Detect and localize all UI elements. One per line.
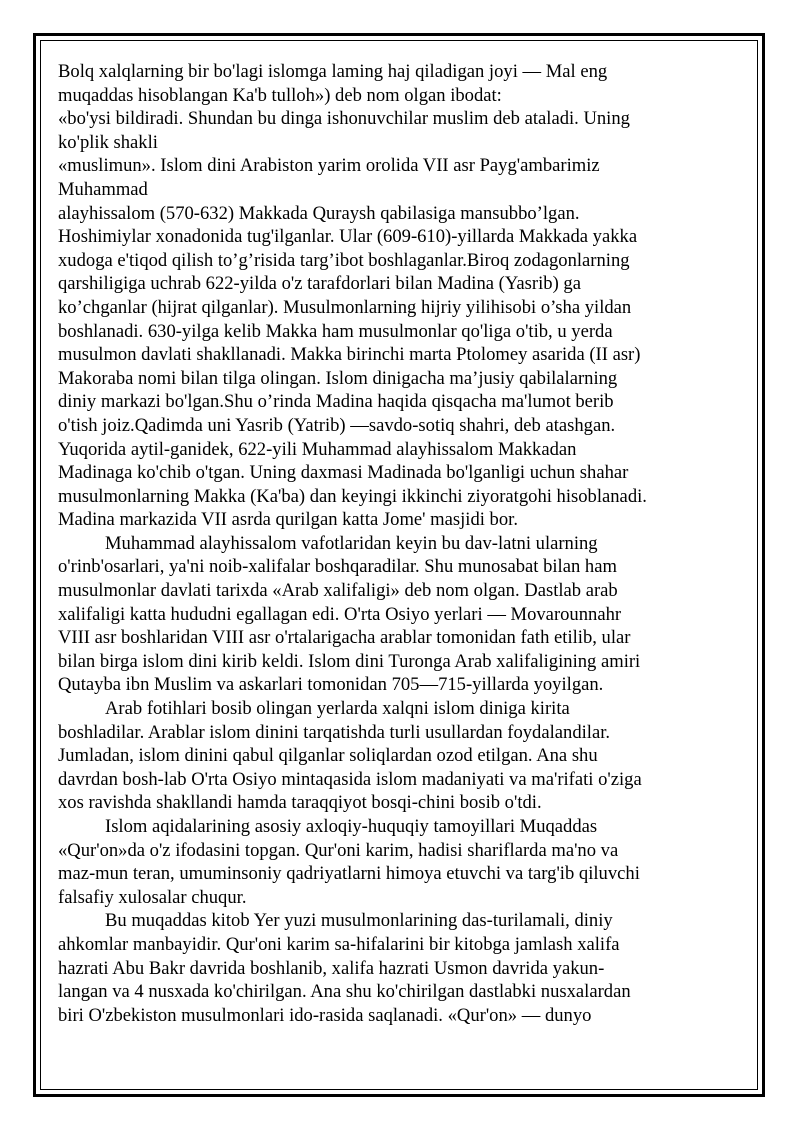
- text-line: hazrati Abu Bakr davrida boshlanib, xalifa hazrati Usmon davrida yakun-: [58, 957, 605, 979]
- text-line: xalifaligi katta hududni egallagan edi. O'rta Osiyo yerlari — Movarounnahr: [58, 603, 622, 625]
- text-line: Arab fotihlari bosib olingan yerlarda xalqni islom diniga kirita: [105, 698, 570, 720]
- text-line: o'rinb'osarlari, ya'ni noib-xalifalar boshqaradilar. Shu munosabat bilan ham: [58, 556, 617, 578]
- text-line: musulmon davlati shakllanadi. Makka birinchi marta Ptolomey asarida (II asr): [58, 344, 641, 366]
- text-line: ko'plik shakli: [58, 131, 158, 153]
- text-line: musulmonlar davlati tarixda «Arab xalifaligi» deb nom olgan. Dastlab arab: [58, 580, 618, 602]
- text-line: qarshiligiga uchrab 622-yilda o'z tarafdorlari bilan Madina (Yasrib) ga: [58, 273, 581, 295]
- text-line: langan va 4 nusxada ko'chirilgan. Ana shu ko'chirilgan dastlabki nusxalardan: [58, 981, 631, 1003]
- text-line: Muhammad: [58, 178, 148, 200]
- text-line: «bo'ysi bildiradi. Shundan bu dinga ishonuvchilar muslim deb ataladi. Uning: [58, 108, 630, 130]
- text-line: boshladilar. Arablar islom dinini tarqatishda turli usullardan foydalandilar.: [58, 721, 611, 743]
- text-line: «muslimun». Islom dini Arabiston yarim orolida VII asr Payg'ambarimiz: [58, 155, 600, 177]
- text-line: Bolq xalqlarning bir bo'lagi islomga laming haj qiladigan joyi — Mal eng: [58, 61, 608, 82]
- text-line: davrdan bosh-lab O'rta Osiyo mintaqasida islom madaniyati va ma'rifati o'ziga: [58, 768, 642, 790]
- text-line: xudoga e'tiqod qilish to’g’risida targ’ibot boshlaganlar.Biroq zodagonlarning: [58, 249, 630, 271]
- text-line: «Qur'on»da o'z ifodasini topgan. Qur'oni karim, hadisi shariflarda ma'no va: [58, 839, 619, 861]
- text-line: VIII asr boshlaridan VIII asr o'rtalarigacha arablar tomonidan fath etilib, ular: [58, 627, 631, 649]
- text-line: diniy markazi bo'lgan.Shu o’rinda Madina haqida qisqacha ma'lumot berib: [58, 391, 614, 413]
- text-line: maz-mun teran, umuminsoniy qadriyatlarni himoya etuvchi va targ'ib qiluvchi: [58, 863, 640, 885]
- text-line: ahkomlar manbayidir. Qur'oni karim sa-hifalarini bir kitobga jamlash xalifa: [58, 933, 620, 955]
- text-line: ko’chganlar (hijrat qilganlar). Musulmonlarning hijriy yilihisobi o’sha yildan: [58, 296, 632, 318]
- text-line: biri O'zbekiston musulmonlari ido-rasida saqlanadi. «Qur'on» — dunyo: [58, 1004, 592, 1026]
- text-line: Muhammad alayhissalom vafotlaridan keyin bu dav-latni ularning: [105, 532, 598, 554]
- text-line: Madina markazida VII asrda qurilgan katta Jome' masjidi bor.: [58, 509, 518, 531]
- text-line: musulmonlarning Makka (Ka'ba) dan keyingi ikkinchi ziyoratgohi hisoblanadi.: [58, 485, 647, 507]
- text-line: Qutayba ibn Muslim va askarlari tomonidan 705—715-yillarda yoyilgan.: [58, 674, 604, 696]
- text-line: xos ravishda shakllandi hamda taraqqiyot bosqi-chini bosib o'tdi.: [58, 792, 542, 814]
- text-line: muqaddas hisoblangan Ka'b tulloh») deb nom olgan ibodat:: [58, 84, 502, 106]
- text-line: Bu muqaddas kitob Yer yuzi musulmonlarining das-turilamali, diniy: [105, 910, 613, 932]
- text-line: Madinaga ko'chib o'tgan. Uning daxmasi Madinada bo'lganligi uchun shahar: [58, 462, 629, 484]
- document-body-text: [58, 60, 748, 1027]
- text-line: Islom aqidalarining asosiy axloqiy-huquqiy tamoyillari Muqaddas: [105, 816, 598, 837]
- text-line: Hoshimiylar xonadonida tug'ilganlar. Ular (609-610)-yillarda Makkada yakka: [58, 226, 638, 248]
- text-line: falsafiy xulosalar chuqur.: [58, 886, 247, 908]
- text-line: o'tish joiz.Qadimda uni Yasrib (Yatrib) —savdo-sotiq shahri, deb atashgan.: [58, 414, 616, 436]
- text-line: boshlanadi. 630-yilga kelib Makka ham musulmonlar qo'liga o'tib, u yerda: [58, 320, 613, 342]
- text-line: bilan birga islom dini kirib keldi. Islom dini Turonga Arab xalifaligining amiri: [58, 650, 641, 672]
- text-line: alayhissalom (570-632) Makkada Quraysh qabilasiga mansubbo’lgan.: [58, 202, 580, 224]
- text-line: Makoraba nomi bilan tilga olingan. Islom dinigacha ma’jusiy qabilalarning: [58, 367, 618, 389]
- text-line: Yuqorida aytil-ganidek, 622-yili Muhammad alayhissalom Makkadan: [58, 438, 577, 460]
- text-line: Jumladan, islom dinini qabul qilganlar soliqlardan ozod etilgan. Ana shu: [58, 745, 598, 767]
